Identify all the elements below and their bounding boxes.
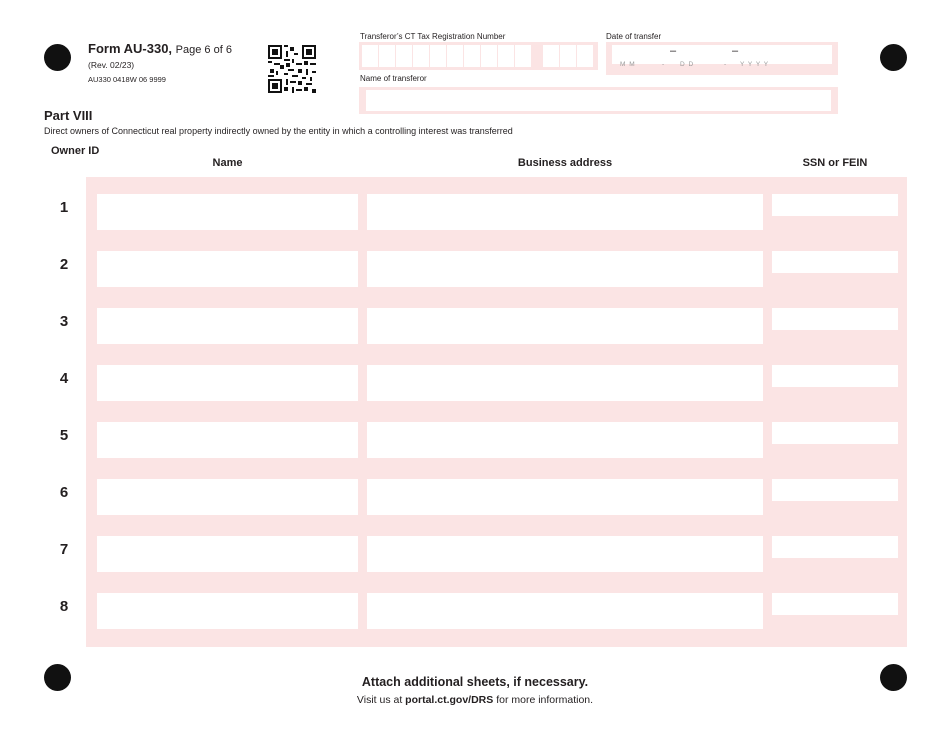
owner-ssn-field-6[interactable] — [772, 479, 898, 501]
owner-id-8: 8 — [59, 598, 69, 615]
owner-address-field-1[interactable] — [367, 194, 763, 230]
owner-address-field-3[interactable] — [367, 308, 763, 344]
column-header-name: Name — [212, 157, 243, 169]
date-separator: – — [732, 45, 739, 57]
owner-address-field-7[interactable] — [367, 536, 763, 572]
owner-address-field-2[interactable] — [367, 251, 763, 287]
owner-name-field-7[interactable] — [97, 536, 358, 572]
form-code: AU330 0418W 06 9999 — [88, 75, 166, 84]
date-placeholder-sep: - — [662, 61, 666, 68]
visit-prefix: Visit us at — [356, 694, 403, 706]
owner-ssn-field-1[interactable] — [772, 194, 898, 216]
transferor-name-field[interactable] — [359, 87, 838, 114]
owner-ssn-field-3[interactable] — [772, 308, 898, 330]
tax-reg-label: Transferor’s CT Tax Registration Number — [360, 32, 506, 41]
registration-mark-top-left — [44, 44, 71, 71]
part-description: Direct owners of Connecticut real property indirectly owned by the entity in which a controlling interest was transferred — [44, 126, 513, 136]
owner-id-2: 2 — [59, 256, 69, 273]
owner-name-field-1[interactable] — [97, 194, 358, 230]
owner-address-field-5[interactable] — [367, 422, 763, 458]
column-header-owner-id — [44, 145, 100, 157]
owner-id-7: 7 — [59, 541, 69, 558]
visit-note — [0, 694, 950, 706]
owner-ssn-field-5[interactable] — [772, 422, 898, 444]
form-name: Form AU-330, — [88, 41, 173, 56]
date-separator: – — [670, 45, 677, 57]
attach-note: Attach additional sheets, if necessary. — [361, 675, 589, 689]
owner-address-field-6[interactable] — [367, 479, 763, 515]
owner-name-field-2[interactable] — [97, 251, 358, 287]
column-header-address: Business address — [517, 157, 613, 169]
owner-name-field-4[interactable] — [97, 365, 358, 401]
owner-ssn-field-8[interactable] — [772, 593, 898, 615]
owner-name-field-3[interactable] — [97, 308, 358, 344]
revision: (Rev. 02/23) — [88, 60, 135, 70]
part-title: Part VIII — [44, 108, 93, 123]
date-placeholder-year: Y Y Y Y — [740, 61, 770, 68]
owner-ssn-field-7[interactable] — [772, 536, 898, 558]
owner-id-4: 4 — [59, 370, 69, 387]
date-of-transfer-field[interactable] — [606, 42, 838, 75]
registration-mark-top-right — [880, 44, 907, 71]
owner-address-field-4[interactable] — [367, 365, 763, 401]
owner-id-6: 6 — [59, 484, 69, 501]
visit-suffix: for more information. — [496, 694, 594, 706]
date-placeholder-sep: - — [724, 61, 728, 68]
owner-id-1: 1 — [59, 199, 69, 216]
owner-name-field-6[interactable] — [97, 479, 358, 515]
owner-name-field-8[interactable] — [97, 593, 358, 629]
owner-id-header: Owner ID — [51, 145, 100, 157]
owner-ssn-field-4[interactable] — [772, 365, 898, 387]
date-placeholder-month: M M — [620, 61, 636, 68]
qr-code-icon — [268, 45, 316, 93]
portal-link[interactable]: portal.ct.gov/DRS — [405, 694, 494, 706]
owner-id-5: 5 — [59, 427, 69, 444]
owner-id-3: 3 — [59, 313, 69, 330]
column-header-ssn: SSN or FEIN — [802, 157, 868, 169]
date-label: Date of transfer — [606, 32, 662, 41]
owner-ssn-field-2[interactable] — [772, 251, 898, 273]
page-info: Page 6 of 6 — [175, 44, 232, 56]
transferor-name-label: Name of transferor — [360, 74, 427, 83]
form-title — [88, 41, 232, 56]
date-placeholder-day: D D — [680, 61, 695, 68]
owner-address-field-8[interactable] — [367, 593, 763, 629]
owner-name-field-5[interactable] — [97, 422, 358, 458]
tax-reg-number-field[interactable] — [359, 42, 598, 70]
owners-table — [86, 177, 907, 647]
